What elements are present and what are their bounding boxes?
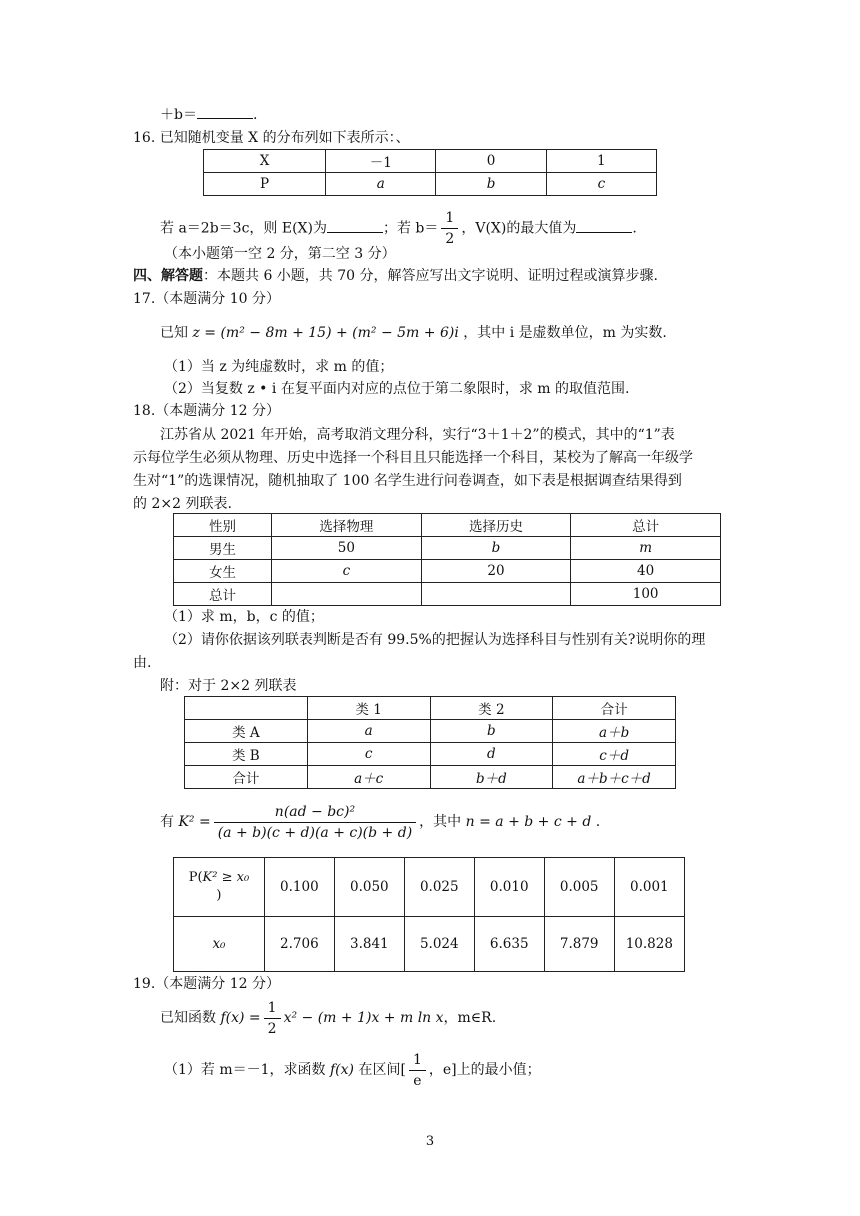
q17-stem-post: ，其中 i 是虚数单位，m 为实数. bbox=[463, 325, 667, 341]
table-cell: 合计 bbox=[553, 697, 676, 720]
table-cell: b bbox=[436, 173, 546, 196]
q19-fraction bbox=[264, 998, 281, 1039]
table-cell: 选择物理 bbox=[272, 514, 422, 537]
table-cell: x₀ bbox=[174, 917, 265, 972]
table-cell: 50 bbox=[272, 537, 422, 560]
table-cell: 0.025 bbox=[404, 858, 474, 917]
q17-formula: z = (m² − 8m + 15) + (m² − 5m + 6)i bbox=[192, 325, 459, 341]
fraction-denominator: 2 bbox=[267, 1020, 277, 1037]
table-cell: P bbox=[204, 173, 326, 196]
q19-domain: ，m∈R. bbox=[443, 1010, 497, 1026]
table-row bbox=[204, 150, 657, 173]
q18-number: 18. bbox=[133, 403, 156, 419]
table-cell: a＋b bbox=[553, 720, 676, 743]
k2-n: n = a + b + c + d bbox=[465, 814, 592, 830]
table-cell: c bbox=[307, 743, 430, 766]
q17-stem bbox=[160, 323, 667, 343]
section-title: 四、解答题 bbox=[133, 268, 203, 284]
q19-score: （本题满分 12 分） bbox=[155, 976, 280, 992]
section-4-heading bbox=[133, 266, 658, 286]
q16-blank-2[interactable] bbox=[576, 218, 632, 233]
q16-intro: 已知随机变量 X 的分布列如下表所示：、 bbox=[159, 130, 410, 146]
table-cell: 6.635 bbox=[474, 917, 544, 972]
table-cell: 总计 bbox=[174, 583, 272, 606]
q16-fraction bbox=[441, 208, 458, 249]
table-row bbox=[185, 697, 676, 720]
table-cell: 女生 bbox=[174, 560, 272, 583]
table-cell: 3.841 bbox=[334, 917, 404, 972]
section-desc: ：本题共 6 小题，共 70 分，解答应写出文字说明、证明过程或演算步骤. bbox=[203, 268, 658, 284]
fraction-numerator: 1 bbox=[264, 998, 281, 1019]
k2-lhs: K² = bbox=[178, 814, 211, 830]
q18-score: （本题满分 12 分） bbox=[155, 403, 280, 419]
table-cell: 0 bbox=[436, 150, 546, 173]
table-cell: m bbox=[571, 537, 721, 560]
table-cell: 选择历史 bbox=[421, 514, 571, 537]
table-cell: a＋b＋c＋d bbox=[553, 766, 676, 789]
fraction-denominator: (a + b)(c + d)(a + c)(b + d) bbox=[217, 824, 413, 841]
q15-tail bbox=[160, 104, 257, 125]
q19-stem bbox=[160, 996, 496, 1040]
k2-pre: 有 bbox=[160, 814, 174, 830]
table-cell: 5.024 bbox=[404, 917, 474, 972]
fraction-numerator: 1 bbox=[441, 208, 458, 229]
q19-header bbox=[133, 974, 280, 994]
q17-score: （本题满分 10 分） bbox=[155, 291, 280, 307]
table-row bbox=[174, 917, 685, 972]
table-cell: 0.100 bbox=[264, 858, 334, 917]
q18-header bbox=[133, 401, 280, 421]
table-row bbox=[204, 173, 657, 196]
p-label-c: ) bbox=[216, 888, 222, 903]
table-cell: a bbox=[307, 720, 430, 743]
q16-distribution-table bbox=[203, 149, 657, 196]
q19-p1-pre: （1）若 m＝－1，求函数 bbox=[164, 1062, 326, 1078]
table-row bbox=[185, 720, 676, 743]
q16-cond-end: . bbox=[632, 220, 637, 237]
q18-part-2-cont: 由. bbox=[133, 655, 152, 671]
table-cell bbox=[421, 583, 571, 606]
q19-number: 19. bbox=[133, 976, 156, 992]
table-cell: c bbox=[546, 173, 656, 196]
table-cell: 类 A bbox=[185, 720, 308, 743]
q18-appendix: 附：对于 2×2 列联表 bbox=[160, 678, 297, 694]
q16-condition bbox=[160, 208, 637, 249]
q15-end: . bbox=[252, 107, 258, 123]
table-cell bbox=[174, 858, 265, 917]
q18-critical-value-table bbox=[173, 857, 685, 972]
q17-header bbox=[133, 289, 280, 309]
table-cell: c bbox=[272, 560, 422, 583]
q18-para-line: 的 2×2 列联表. bbox=[133, 496, 232, 512]
table-cell: 40 bbox=[571, 560, 721, 583]
q17-number: 17. bbox=[133, 291, 156, 307]
table-cell: 100 bbox=[571, 583, 721, 606]
k2-fraction bbox=[214, 802, 416, 843]
table-cell: b bbox=[430, 720, 553, 743]
page-number: 3 bbox=[425, 1134, 435, 1149]
q19-p1-post: ，e]上的最小值； bbox=[428, 1062, 541, 1078]
table-row bbox=[174, 560, 721, 583]
q15-blank[interactable] bbox=[197, 104, 253, 119]
table-row bbox=[174, 514, 721, 537]
fraction-denominator: e bbox=[413, 1072, 422, 1089]
q19-part-1 bbox=[164, 1048, 541, 1092]
table-cell: 7.879 bbox=[544, 917, 614, 972]
q18-para-line: 示每位学生必须从物理、历史中选择一个科目且只能选择一个科目，某校为了解高一年级学 bbox=[133, 450, 693, 466]
q19-p1-mid: 在区间[ bbox=[358, 1062, 406, 1078]
q18-part-2: （2）请你依据该列联表判断是否有 99.5%的把握认为选择科目与性别有关?说明你的理 bbox=[164, 632, 706, 648]
fraction-numerator: n(ad − bc)² bbox=[214, 802, 416, 823]
table-cell: d bbox=[430, 743, 553, 766]
q19-fx: f(x) = bbox=[220, 1010, 261, 1026]
table-cell: 10.828 bbox=[614, 917, 684, 972]
table-cell: 0.010 bbox=[474, 858, 544, 917]
table-cell bbox=[272, 583, 422, 606]
table-cell bbox=[185, 697, 308, 720]
table-cell: 类 B bbox=[185, 743, 308, 766]
table-cell: 2.706 bbox=[264, 917, 334, 972]
q18-general-table bbox=[184, 696, 676, 789]
table-cell: 合计 bbox=[185, 766, 308, 789]
table-row bbox=[185, 766, 676, 789]
table-cell: 性别 bbox=[174, 514, 272, 537]
table-cell: 0.050 bbox=[334, 858, 404, 917]
k2-post: ，其中 bbox=[419, 814, 462, 830]
q15-tail-text: ＋b＝ bbox=[160, 107, 197, 123]
q19-p1-fx: f(x) bbox=[330, 1062, 355, 1078]
table-cell: b bbox=[421, 537, 571, 560]
k2-end: . bbox=[595, 814, 601, 830]
q16-cond-a: 若 a＝2b＝3c，则 E(X)为 bbox=[160, 220, 327, 237]
table-cell: 20 bbox=[421, 560, 571, 583]
q18-para-line: 生对“1”的选课情况，随机抽取了 100 名学生进行问卷调查，如下表是根据调查结果得到 bbox=[133, 473, 682, 489]
table-cell: 总计 bbox=[571, 514, 721, 537]
p-label-b: K² ≥ x₀ bbox=[202, 870, 250, 885]
table-cell: X bbox=[204, 150, 326, 173]
fraction-numerator: 1 bbox=[409, 1050, 426, 1071]
table-cell: －1 bbox=[326, 150, 436, 173]
q16-number: 16. bbox=[133, 130, 156, 146]
table-cell: b＋d bbox=[430, 766, 553, 789]
table-cell: 男生 bbox=[174, 537, 272, 560]
q18-para-line: 江苏省从 2021 年开始，高考取消文理分科，实行“3＋1＋2”的模式，其中的“1”表 bbox=[160, 427, 675, 443]
table-cell: c＋d bbox=[553, 743, 676, 766]
q19-stem-pre: 已知函数 bbox=[160, 1010, 216, 1026]
table-row bbox=[174, 583, 721, 606]
q16-note: （本小题第一空 2 分，第二空 3 分） bbox=[164, 246, 396, 262]
q16-blank-1[interactable] bbox=[327, 218, 383, 233]
table-row bbox=[174, 858, 685, 917]
table-cell: 1 bbox=[546, 150, 656, 173]
q17-part-1: （1）当 z 为纯虚数时，求 m 的值； bbox=[164, 359, 394, 375]
fraction-denominator: 2 bbox=[445, 231, 455, 247]
p-label-a: P( bbox=[188, 870, 203, 885]
table-cell: 类 1 bbox=[307, 697, 430, 720]
q18-k2-formula bbox=[160, 800, 600, 844]
q16-cond-c: ，V(X)的最大值为 bbox=[461, 220, 577, 237]
table-row bbox=[185, 743, 676, 766]
table-cell: 类 2 bbox=[430, 697, 553, 720]
table-cell: a bbox=[326, 173, 436, 196]
table-cell: 0.001 bbox=[614, 858, 684, 917]
table-cell: 0.005 bbox=[544, 858, 614, 917]
q17-stem-pre: 已知 bbox=[160, 325, 188, 341]
table-cell: a＋c bbox=[307, 766, 430, 789]
q18-part-1: （1）求 m，b，c 的值； bbox=[164, 609, 324, 625]
q19-p1-fraction bbox=[409, 1050, 426, 1091]
table-row bbox=[174, 537, 721, 560]
q17-part-2: （2）当复数 z • i 在复平面内对应的点位于第二象限时，求 m 的取值范围. bbox=[164, 381, 630, 397]
q18-contingency-table bbox=[173, 513, 721, 606]
q16-cond-b: ；若 b＝ bbox=[382, 220, 439, 237]
q19-rest: x² − (m + 1)x + m ln x bbox=[283, 1010, 444, 1026]
q16-stem bbox=[133, 128, 410, 148]
